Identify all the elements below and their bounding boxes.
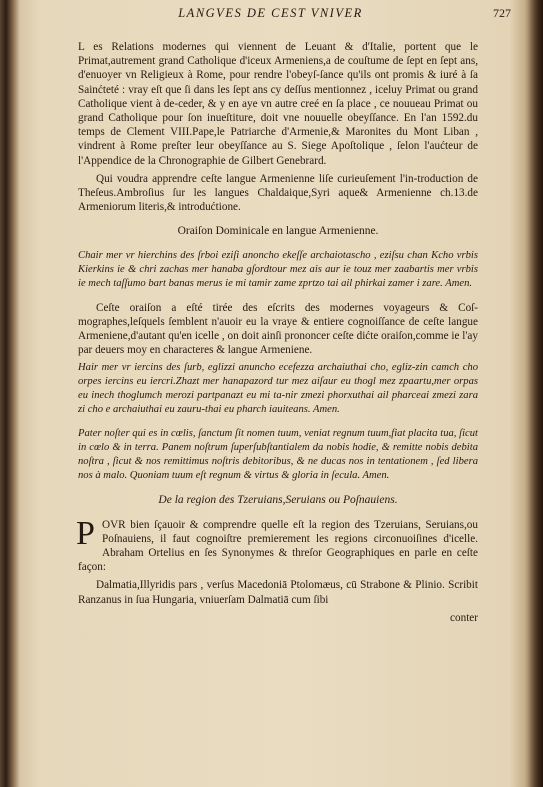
armenian-prayer-1: Chair mer vr hierchins des ſrboi eziſi anoncho ekeſſe archaiotascho , eziſsu chan Kcho vrbis Kierkins ie & chri zachas mer hanaba gſordtour mez ais aur ie touz mer zaabartis mer vrbis ie mech taſſumo bart banas merus ie mi tamir zame zprtzo tai ail phirkai zamer i zare. Amen. <box>78 249 478 289</box>
paragraph-study: Qui voudra apprendre ceſte langue Armenienne liſe curieuſement l'in-troduction de Theſeus.Ambroſius ſur les langues Chaldaique,Syri aque& Armenienne ch.13.de Armeniorum literis,& introdućtione. <box>78 172 478 214</box>
page <box>18 0 523 787</box>
latin-prayer: Pater noſter qui es in cœlis, ſanctum ſit nomen tuum, veniat regnum tuum,fiat placita tua, ſicut in cœlo & in terra. Panem noſtrum ſuperſubſtantialem da nobis hodie, & remitte nobis debita noſtra , ſicut & nos remittimus noſtris debitoribus, & ne ducas nos in tentationem , ſed libera nos à malo. Quoniam tuum eſt regnum & virtus & gloria in ſecula. Amen. <box>78 428 478 482</box>
paragraph-source: Ceſte oraiſon a eſté tirée des eſcrits des modernes voyageurs & Coſ-mographes,leſquels ſemblent n'auoir eu la vraye & entiere cognoiſſance de ceſte langue Armeniene,d'autant qu'en icelle , on doit ainſi prononcer ceſte dićte oraiſon,comme ie l'ay par deuers moy en characteres & langue Armeniene. <box>78 301 478 357</box>
paragraph-relations: L es Relations modernes qui viennent de Leuant & d'Italie, portent que le Primat,autrement grand Catholique d'iceux Armeniens,a de couſtume de ſept en ſept ans, d'enuoyer vn Religieux à Rome, pour rendre l'obeyſ-ſance qu'ils ont promis & iuré à ſa Sainćteté : vray eſt que ſi dans les ſept ans cy deſſus mentionnez , iceluy Primat ou grand Catholique vient à de-ceder, & y en aye vn autre creé en ſa place , ce nouueau Primat ou grand Catholique pour ſon inueſtiture, doit vne nouuelle obeyſſance. En l'an 1592.du temps de Clement VIII.Pape,le Patriarche d'Armenie,& Maronites du Mont Liban , vindrent à Rome preſter leur obeyſſance au S. Siege Apoſtolique , ſelon l'aućteur de l'Appendice de la Chronographie de Gilbert Genebrard. <box>78 41 478 167</box>
paragraph-region-text: OVR bien ſçauoir & comprendre quelle eſt la region des Tzeruians, Seruians,ou Poſnauiens, il faut cognoiſtre premierement les regions circonuoiſines d'icelle. Abraham Ortelius en ſes Synonymes & threſor Geographiques en parle en ceſte façon: <box>78 518 478 574</box>
armenian-prayer-2: Hair mer vr iercins des ſurb, eglizzi anuncho ecefezza archaiuthai cho, egliz-zin camch cho orpes iercins eu iercri.Zhazt mer hanapazord tur mez aiſaur eu thogl mez zpaartu,mer orpas eu inech thoglumch merozi partpanazt eu mi ta-nir zmezi phorxuthai ail pharceai zmezi zara zi cho e archaiuthai eu zauru-thai eu pharch iauiteans. Amen. <box>78 362 478 416</box>
section-title-region: De la region des Tzeruians,Seruians ou Poſnauiens. <box>158 494 398 507</box>
page-body <box>78 40 478 625</box>
page-number: 727 <box>493 6 511 20</box>
paragraph-dalmatia: Dalmatia,Illyridis pars , verſus Macedoniā Ptolomæus, cū Strabone & Plinio. Scribit Ranzanus in ſua Hungaria, vniuerſam Dalmatiā cum ſibi <box>78 579 478 606</box>
page-edge-shadow <box>525 0 543 787</box>
paragraph-region <box>76 514 478 575</box>
catchword: conter <box>450 611 478 624</box>
section-title-oraison: Oraiſon Dominicale en langue Armenienne. <box>177 225 379 238</box>
drop-cap: P <box>76 514 95 552</box>
running-head: LANGVES DE CEST VNIVER <box>178 6 363 20</box>
